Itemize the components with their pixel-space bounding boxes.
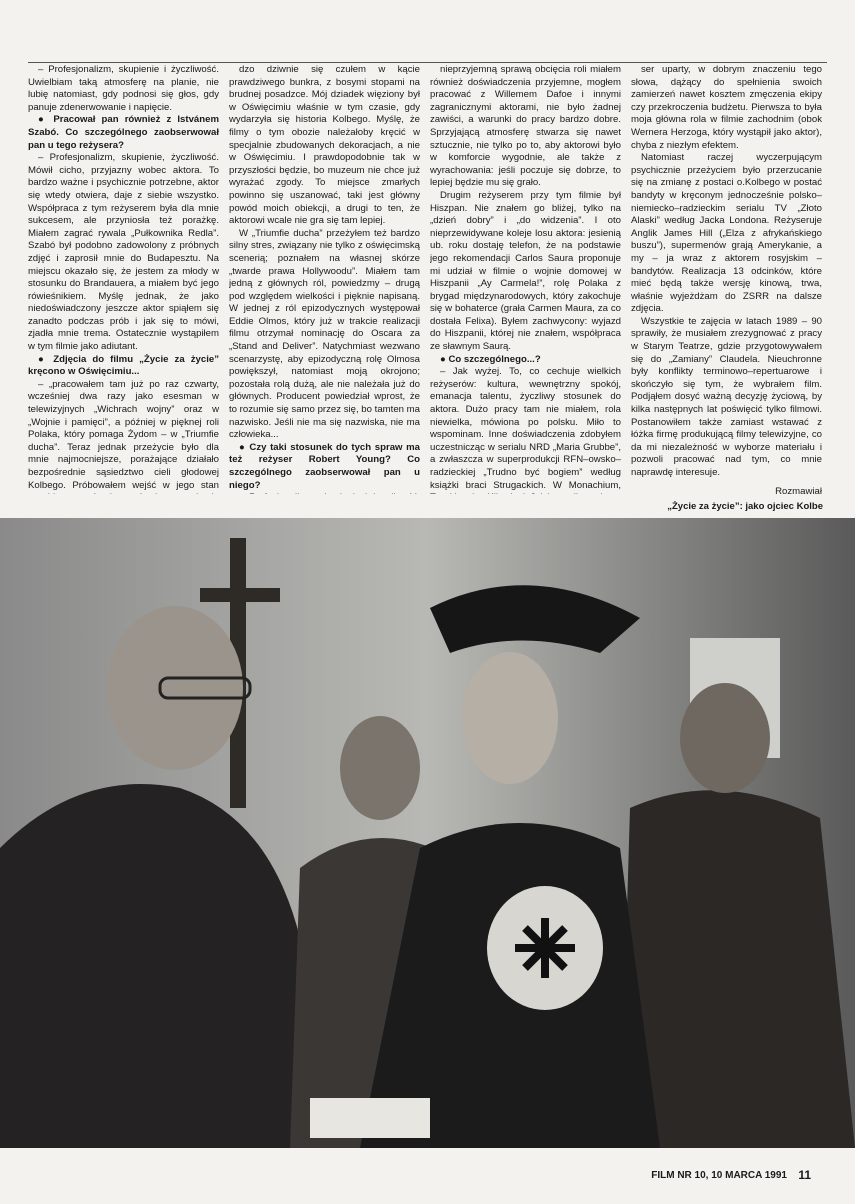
byline	[631, 486, 822, 494]
right-monk-habit	[620, 790, 855, 1148]
question: ● Zdjęcia do filmu „Życie za życie” kręcono w Oświęcimiu...	[28, 353, 219, 378]
question: ● Czy taki stosunek do tych spraw ma też reżyser Robert Young? Co szczególnego zaobserwował pan u niego?	[229, 441, 420, 491]
column-4-paragraphs	[631, 64, 822, 480]
column-1	[28, 64, 219, 494]
friar-kolbe-head	[107, 606, 243, 770]
document-in-hand	[310, 1098, 430, 1138]
column-3	[430, 64, 621, 494]
top-rule	[28, 62, 827, 63]
paragraph: – „pracowałem tam już po raz czwarty, wcześniej dwa razy jako esesman w telewizyjnych „Wichrach wojny” oraz w „Wojnie i pamięci”, a później w pięknej roli Polaka, który pomaga Żydom – w „Triumfie ducha”. Teraz jednak przeżycie było dla mnie najmocniejsze, porażające działało bezpośrednie sąsiedztwo cieli głodowej Kolbego. Próbowałem wejść w jego stan	[28, 378, 219, 491]
article-columns	[28, 64, 824, 494]
paragraph: nieprzyjemną sprawą obcięcia roli miałem również doświadczenia przyjemne, mogłem pracować z Willemem Dafoe i innymi zagranicznymi aktorami, nie było żadnej zawiści, a warunki do pracy bardzo dobre. Sprzyjającą atmosferę stwarza się nawet sztucznie, nie tylko po to, aby aktorowi było w komforcie wygodnie, ale także z wyrachowania: jeśli poczuje się dobrze, to lepiej będzie mu się grało.	[430, 64, 621, 189]
officer-face	[462, 652, 558, 784]
film-still-photo	[0, 518, 855, 1148]
paragraph: dzo dziwnie się czułem w kącie prawdziwego bunkra, z bosymi stopami na brudnej posadzce. Mój dziadek więziony był w Oświęcimiu właśnie w tym czasie, gdy wydarzyła się historia Kolbego. Myślę, że filmy o tym obozie należałoby kręcić w specjalnie zbudowanych dekoracjach, a nie w Oświęcimiu. I prawdopodobnie tak w przyszłości będzie, bo muzeum nie chce już wyrażać zgody. To miejsce zmarłych powinno się uszanować, taki jest główny powód moich obiekcji, a drugi to ten, że aktorowi wcale nie gra się tam lepiej.	[229, 64, 420, 227]
column-4	[631, 64, 822, 494]
right-monk-head	[680, 683, 770, 793]
question: ● Co szczególnego...?	[440, 353, 541, 365]
crucifix-beam	[200, 588, 280, 602]
paragraph: – Profesjonalizm, skupienie i życzliwość. Uwielbiam taką atmosferę na planie, nie lubię natomiast, gdy podnosi się głos, gdy panuje zdenerwowanie i napięcie.	[28, 64, 219, 113]
question: ● Pracował pan również z Istvánem Szabó. Co szczególnego zaobserwował pan u tego reżysera?	[28, 114, 219, 151]
paragraph: Drugim reżyserem przy tym filmie był Hiszpan. Nie znałem go bliżej, tylko na „dzień dobry” i „do widzenia”. I oto nieprzewidywane koleje losu aktora: jesienią ub. roku dostaję telefon, że na podstawie jego rekomendacji Carlos Saura proponuje mi udział w filmie o wojnie domowej w Hiszpanii „Ay Carmela!”, rolę Polaka z brygad międzynarodowych, który zakochuje się w bohaterce (grała Carmen Maura, za co dostała Felixa). Byłem zachwycony: wyjazd do Hiszpanii, której nie znałem, współpraca ze sławnym Saurą.	[430, 189, 621, 353]
column-2	[229, 64, 420, 494]
paragraph: – Jak wyżej. To, co cechuje wielkich reżyserów: kultura, wewnętrzny spokój, emanacja talentu, życzliwy stosunek do aktora. Dużo pracy tam nie miałem, rola niewielka, mówiona po polsku. Miło to wspominam. Inne doświadczenia zdobyłem uczestnicząc w serialu NRD „Maria Grubbe”, a zwłaszcza w superprodukcji RFN–owsko–radzieckiej „Trudno być bogiem” według książki braci Strugackich. W Monachium,	[430, 366, 621, 491]
paragraph: Natomiast raczej wyczerpującym psychicznie przeżyciem było przerzucanie się na zmianę z postaci o.Kolbego w postać bandyty w kręconym jednocześnie polsko–niemiecko–radzieckim serialu TV „Złoto Alaski” według Jacka Londona. Reżyseruje Anglik James Hill („Elza z afrykańskiego buszu”), supermenów grają Amerykanie, a my – ja wraz z aktorem rosyjskim – bandytów. Realizacja 13 odcinków, które mieć będą także wersję kinową, trwa, właśnie wyjeżdżam do ZSRR na dalsze zdjęcia.	[631, 152, 822, 315]
magazine-issue: FILM NR 10, 10 MARCA 1991	[651, 1170, 787, 1181]
byline-label: Rozmawiał	[775, 485, 822, 494]
paragraph	[229, 492, 420, 494]
paragraph: – Profesjonalizm, skupienie, życzliwość. Mówił cicho, przyjazny wobec aktora. To bardzo ważne i psychicznie potrzebne, aktor się wtedy otwiera, daje z siebie wszystko. Współpraca z tym reżyserem była dla mnie sukcesem, ale przyniosła też porażkę. Miałem zagrać rywala „Pułkownika Redla”. Szabó był podobno zadowolony z próbnych zdjęć i zaprosił mnie do Budapesztu. Na miejscu okazało się, że jestem za młody w stosunku do Brandauera, a miałem być jego rówieśnikiem. Myślę jednak, że jako niedoświadczony jeszcze aktor spiąłem się zanadto podczas prób i jak się to mówi, zjadła mnie trema. Ostatecznie wystąpiłem w tym filmie jako adiutant.	[28, 152, 219, 353]
page-number: 11	[798, 1168, 811, 1182]
paragraph: ser uparty, w dobrym znaczeniu tego słowa, dążący do spełnienia swoich zamierzeń nawet kosztem zmęczenia ekipy czy przekroczenia budżetu. Pierwsza to była moja główna rola w filmie zachodnim (obok Wernera Herzoga, który wystąpił jako aktor), chyba z niezłym efektem.	[631, 64, 822, 151]
page-footer	[0, 1148, 855, 1204]
bearded-monk-head	[340, 716, 420, 820]
photo-caption: „Życie za życie”: jako ojciec Kolbe	[667, 501, 823, 512]
paragraph: W „Triumfie ducha” przeżyłem też bardzo silny stres, związany nie tylko z oświęcimską scenerią; poznałem na własnej skórze „twarde prawa Hollywoodu”. Miałem tam jedną z głównych ról, powiedzmy – drugą pod względem wielkości i pięknie napisaną. W jednej z ról epizodycznych występował Eddie Olmos, który już w trakcie realizacji filmu otrzymał nominację do Oscara za „Stand and Deliver”. Natychmiast wezwano scenarzystę, aby epizodyczną rolę Olmosa powiększył, natomiast moją okrojono; pozostała rolą dużą, ale nie należała już do głównych. Producent powiedział wprost, że to rozumie się samo przez się, bo tamten ma nazwisko. Jeśli nie ma się nazwiska, nie ma człowieka...	[229, 227, 420, 441]
paragraph: Wszystkie te zajęcia w latach 1989 – 90 sprawiły, że musiałem zrezygnować z pracy w Starym Teatrze, gdzie przygotowywałem się do „Zamiany” Claudela. Nieuchronne były konflikty terminowo–repertuarowe i skończyło się tym, że wybrałem film. Podjąłem dosyć ważną decyzję życiową, by kilka następnych lat poświęcić tylko filmowi. Postanowiłem także zamiast wstawać z łóżka firmę produkującą filmy telewizyjne, co da mi niezależność w wyborze materiału i pozwoli pracować nad tym, co mnie naprawdę interesuje.	[631, 315, 822, 478]
